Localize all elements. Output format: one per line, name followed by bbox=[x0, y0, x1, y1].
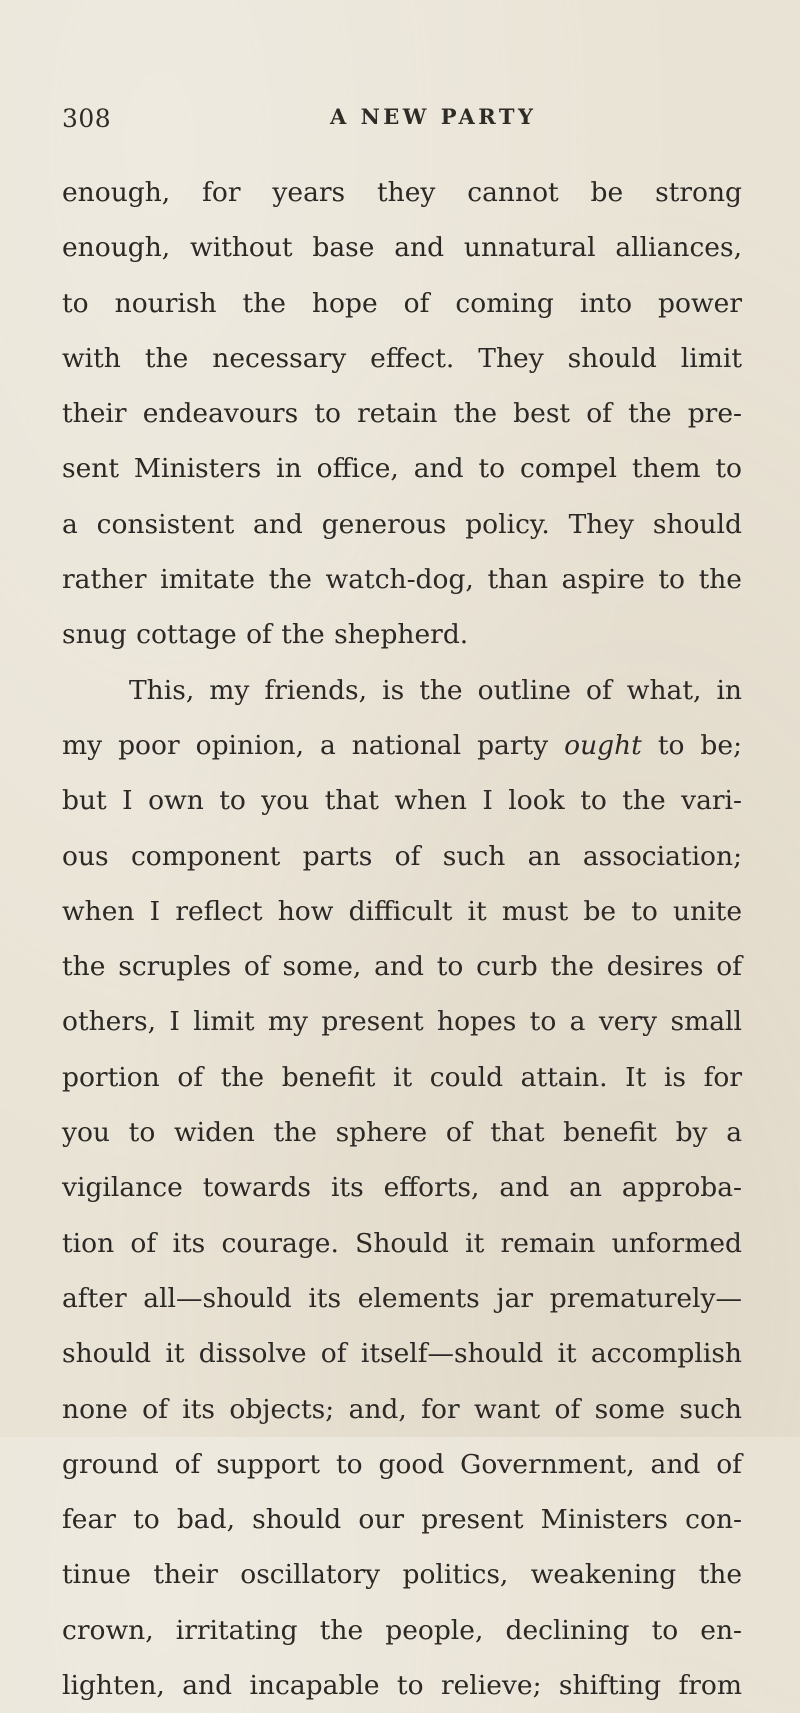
text-line: ous component parts of such an association; bbox=[62, 840, 742, 872]
text-line: others, I limit my present hopes to a very small bbox=[62, 1006, 742, 1038]
text-line: lighten, and incapable to relieve; shifting from bbox=[62, 1670, 742, 1702]
text-line: to nourish the hope of coming into power bbox=[62, 287, 742, 319]
running-head bbox=[0, 104, 800, 144]
text-line: ground of support to good Government, and of bbox=[62, 1448, 742, 1480]
text-line: portion of the benefit it could attain. It is for bbox=[62, 1061, 742, 1093]
text-line: after all—should its elements jar prematurely— bbox=[62, 1282, 742, 1314]
text-line: a consistent and generous policy. They should bbox=[62, 508, 742, 540]
text-line: you to widen the sphere of that benefit by a bbox=[62, 1117, 742, 1149]
running-title: A NEW PARTY bbox=[330, 104, 537, 129]
text-line: crown, irritating the people, declining to en- bbox=[62, 1614, 742, 1646]
body-text bbox=[62, 165, 742, 1713]
text-line: when I reflect how difficult it must be to unite bbox=[62, 895, 742, 927]
text-line: fear to bad, should our present Ministers con- bbox=[62, 1504, 742, 1536]
text-line: should it dissolve of itself—should it accomplish bbox=[62, 1338, 742, 1370]
text-line: tinue their oscillatory politics, weakening the bbox=[62, 1559, 742, 1591]
text-run: my poor opinion, a national party bbox=[62, 729, 565, 761]
text-line: vigilance towards its efforts, and an approba- bbox=[62, 1172, 742, 1204]
paragraph-end-line: snug cottage of the shepherd. bbox=[62, 619, 469, 651]
paragraph-first-line: This, my friends, is the outline of what, in bbox=[129, 674, 742, 706]
text-line: with the necessary effect. They should limit bbox=[62, 342, 742, 374]
text-line: tion of its courage. Should it remain unformed bbox=[62, 1227, 742, 1259]
text-run: to be; bbox=[641, 729, 742, 761]
text-line: rather imitate the watch-dog, than aspire to the bbox=[62, 564, 742, 596]
text-line: enough, without base and unnatural alliances, bbox=[62, 232, 742, 264]
text-line: none of its objects; and, for want of some such bbox=[62, 1393, 742, 1425]
text-line bbox=[62, 718, 742, 773]
text-line: sent Ministers in office, and to compel them to bbox=[62, 453, 742, 485]
text-line: but I own to you that when I look to the vari- bbox=[62, 785, 742, 817]
text-line: enough, for years they cannot be strong bbox=[62, 177, 742, 208]
text-line: the scruples of some, and to curb the desires of bbox=[62, 951, 742, 983]
page-number: 308 bbox=[62, 104, 112, 133]
text-line: their endeavours to retain the best of the pre- bbox=[62, 398, 742, 430]
italic-word: ought bbox=[564, 729, 642, 761]
